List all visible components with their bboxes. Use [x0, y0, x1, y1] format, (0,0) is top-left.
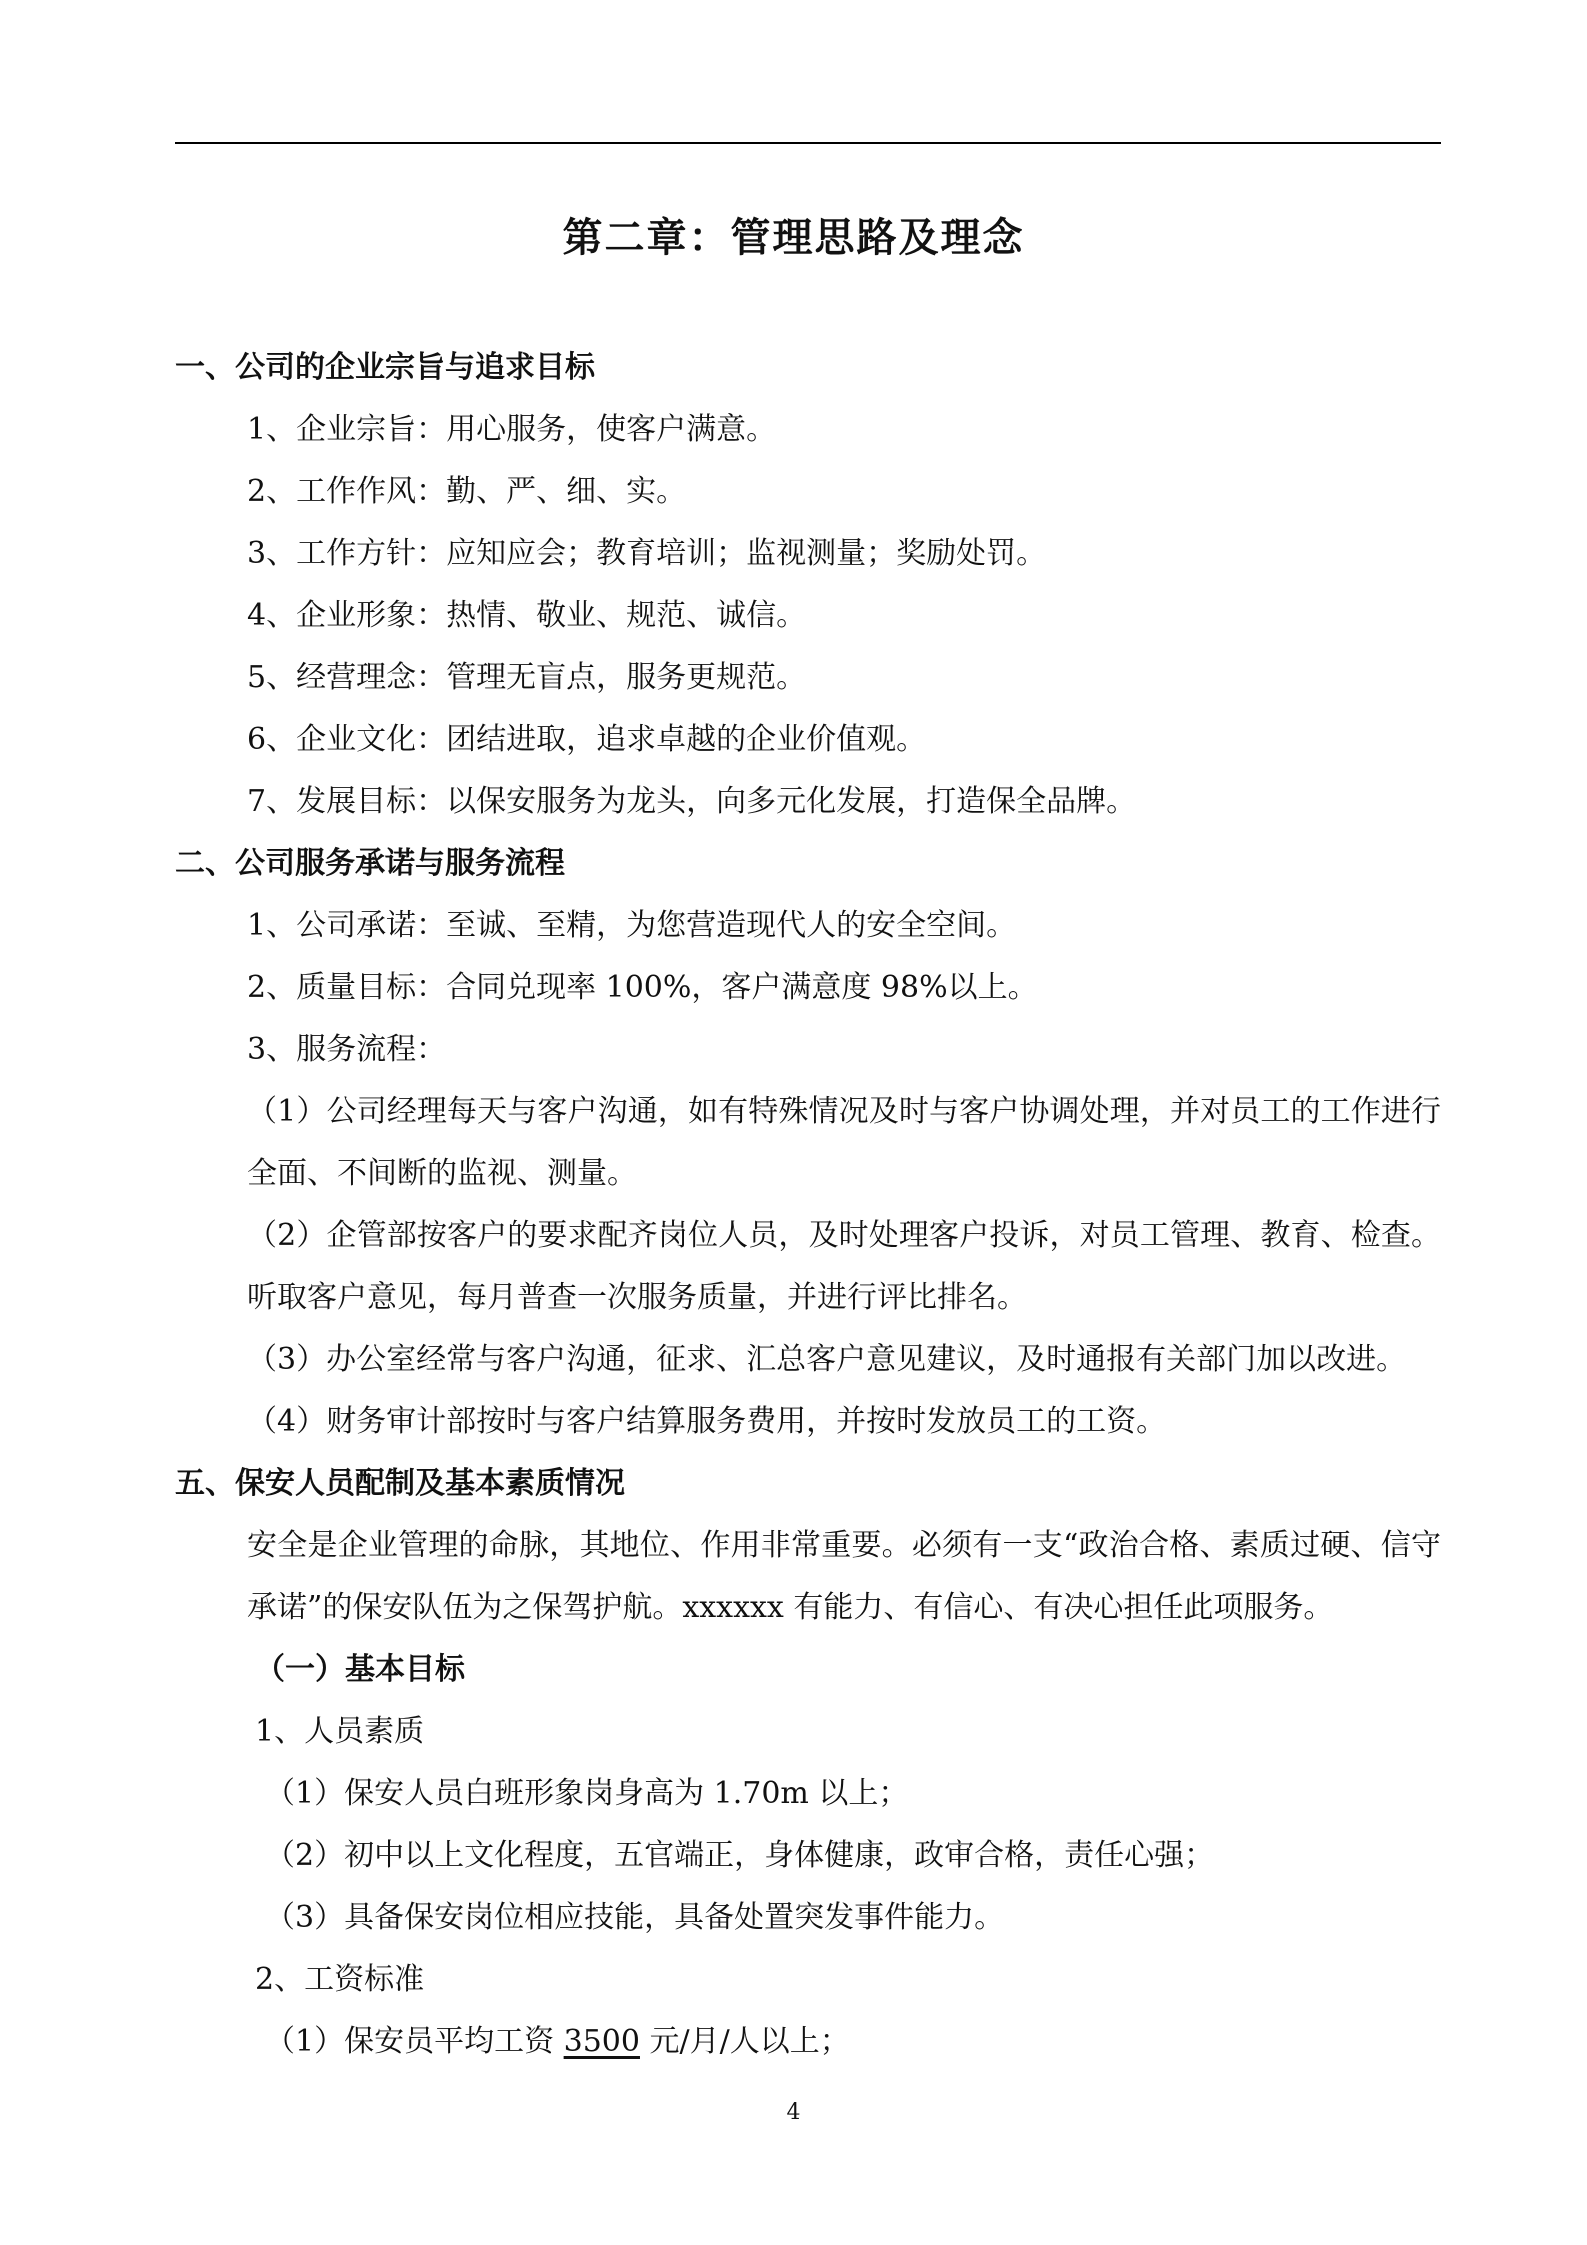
salary-suffix: 元/月/人以上； [639, 2024, 850, 2059]
list-item: （1）保安人员白班形象岗身高为 1.70m 以上； [265, 1776, 909, 1811]
section-heading-1: 一、公司的企业宗旨与追求目标 [175, 350, 595, 385]
header-rule [175, 142, 1441, 144]
flow-text: （1）公司经理每天与客户沟通，如有特殊情况及时与客户协调处理，并对员工的工作进行全面、不间断的监视、测量。 [247, 1094, 1441, 1191]
list-item: 1、公司承诺：至诚、至精，为您营造现代人的安全空间。 [247, 908, 1017, 943]
flow-paragraph-1 [175, 1081, 1441, 1205]
salary-prefix: （1）保安员平均工资 [265, 2024, 564, 2059]
salary-heading: 2、工资标准 [255, 1962, 425, 1997]
flow-text: （2）企管部按客户的要求配齐岗位人员，及时处理客户投诉，对员工管理、教育、检查。听取客户意见，每月普查一次服务质量，并进行评比排名。 [247, 1218, 1441, 1315]
salary-line [265, 2022, 850, 2062]
personnel-heading: 1、人员素质 [255, 1714, 425, 1749]
page-number: 4 [786, 2100, 801, 2125]
section-heading-5: 五、保安人员配制及基本素质情况 [175, 1466, 625, 1501]
sub-heading: （一）基本目标 [255, 1652, 465, 1687]
list-item: 6、企业文化：团结进取，追求卓越的企业价值观。 [247, 722, 927, 757]
intro-text: 安全是企业管理的命脉，其地位、作用非常重要。必须有一支“政治合格、素质过硬、信守承诺”的保安队伍为之保驾护航。xxxxxx 有能力、有信心、有决心担任此项服务。 [247, 1528, 1441, 1625]
flow-paragraph-2 [175, 1205, 1441, 1329]
flow-paragraph-3: （3）办公室经常与客户沟通，征求、汇总客户意见建议，及时通报有关部门加以改进。 [247, 1342, 1407, 1377]
list-item: 7、发展目标：以保安服务为龙头，向多元化发展，打造保全品牌。 [247, 784, 1137, 819]
list-item: 2、质量目标：合同兑现率 100%，客户满意度 98%以上。 [247, 970, 1038, 1005]
list-item: 1、企业宗旨：用心服务，使客户满意。 [247, 412, 777, 447]
intro-paragraph [175, 1515, 1441, 1639]
list-item: 3、服务流程： [247, 1032, 447, 1067]
list-item: （2）初中以上文化程度，五官端正，身体健康，政审合格，责任心强； [265, 1838, 1215, 1873]
section-heading-2: 二、公司服务承诺与服务流程 [175, 846, 565, 881]
salary-amount: 3500 [563, 2024, 640, 2059]
chapter-title: 第二章：管理思路及理念 [562, 214, 1025, 261]
list-item: 4、企业形象：热情、敬业、规范、诚信。 [247, 598, 807, 633]
list-item: 5、经营理念：管理无盲点，服务更规范。 [247, 660, 807, 695]
list-item: （3）具备保安岗位相应技能，具备处置突发事件能力。 [265, 1900, 1005, 1935]
flow-paragraph-4: （4）财务审计部按时与客户结算服务费用，并按时发放员工的工资。 [247, 1404, 1167, 1439]
list-item: 2、工作作风：勤、严、细、实。 [247, 474, 687, 509]
list-item: 3、工作方针：应知应会；教育培训；监视测量；奖励处罚。 [247, 536, 1047, 571]
